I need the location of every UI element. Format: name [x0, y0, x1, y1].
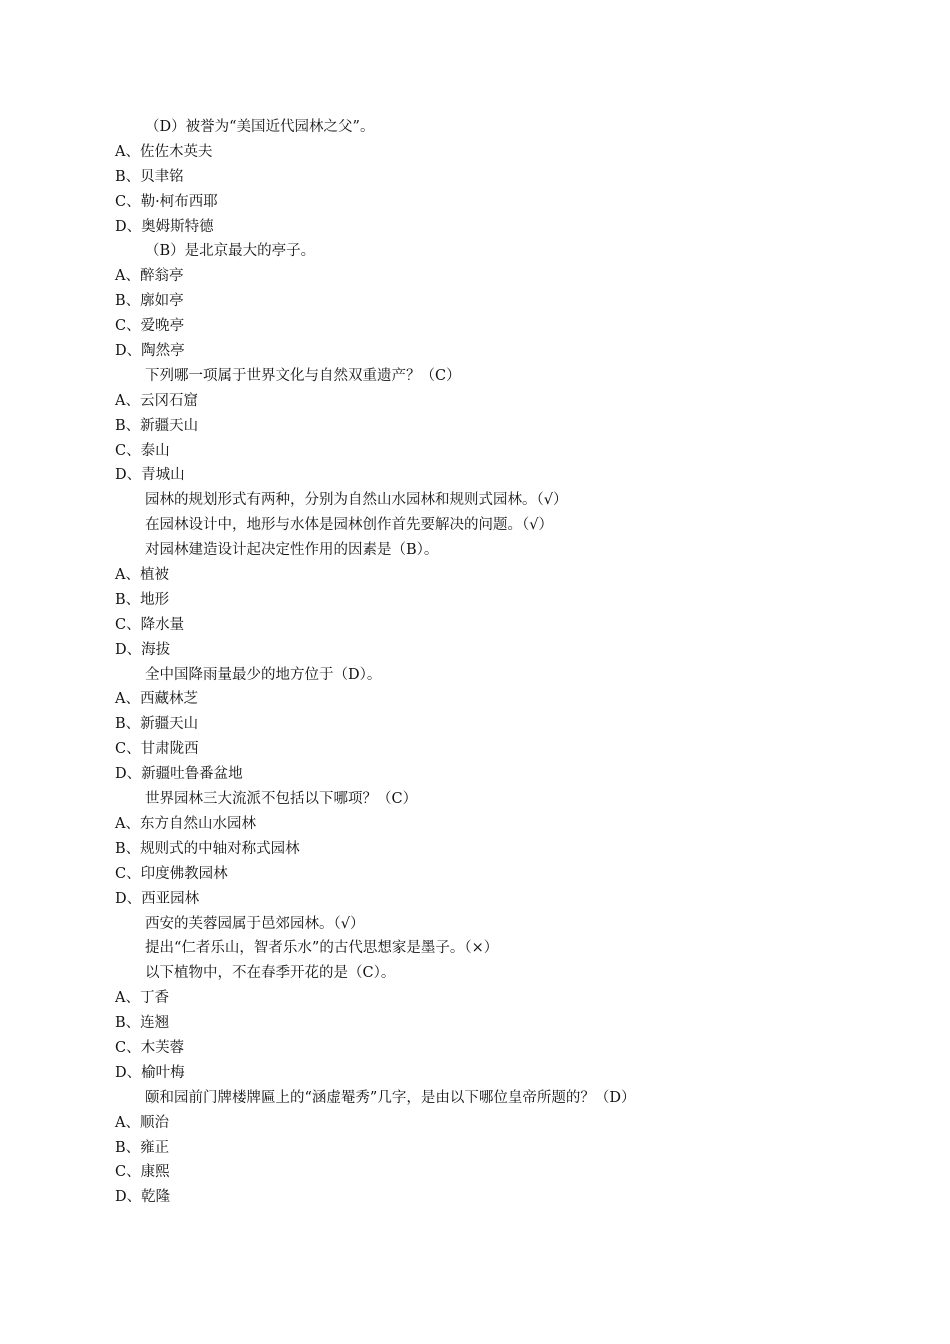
option-line: A、醉翁亭 — [115, 268, 184, 285]
option-line: C、勒·柯布西耶 — [115, 193, 218, 210]
question-line: 以下植物中，不在春季开花的是（C）。 — [145, 965, 396, 982]
option-line: C、印度佛教园林 — [115, 865, 228, 882]
option-line: A、佐佐木英夫 — [115, 143, 213, 160]
option-line: B、雍正 — [115, 1139, 170, 1156]
option-line: B、廓如亭 — [115, 293, 184, 310]
document-body — [115, 115, 835, 1210]
option-line: B、地形 — [115, 591, 170, 608]
option-line: D、西亚园林 — [115, 890, 200, 907]
option-line: A、丁香 — [115, 990, 169, 1007]
option-line: D、青城山 — [115, 467, 185, 484]
option-line: C、甘肃陇西 — [115, 741, 199, 758]
option-line: A、植被 — [115, 567, 169, 584]
question-line: 颐和园前门牌楼牌匾上的“涵虚罨秀”几字，是由以下哪位皇帝所题的？（D） — [145, 1089, 636, 1106]
option-line: B、新疆天山 — [115, 716, 199, 733]
question-line: 对园林建造设计起决定性作用的因素是（B）。 — [145, 542, 439, 559]
question-line: 世界园林三大流派不包括以下哪项？（C） — [145, 791, 418, 808]
option-line: D、榆叶梅 — [115, 1064, 185, 1081]
option-line: D、陶然亭 — [115, 343, 185, 360]
option-line: D、新疆吐鲁番盆地 — [115, 766, 243, 783]
option-line: C、泰山 — [115, 442, 170, 459]
option-line: C、爱晚亭 — [115, 318, 185, 335]
option-line: D、乾隆 — [115, 1189, 171, 1206]
option-line: A、云冈石窟 — [115, 392, 198, 409]
option-line: D、奥姆斯特德 — [115, 218, 214, 235]
option-line: C、木芙蓉 — [115, 1039, 185, 1056]
question-line: （B）是北京最大的亭子。 — [145, 243, 316, 260]
option-line: B、贝聿铭 — [115, 168, 184, 185]
question-line: 全中国降雨量最少的地方位于（D）。 — [145, 666, 382, 683]
question-line: 西安的芙蓉园属于邑郊园林。（√） — [145, 915, 365, 932]
option-line: B、新疆天山 — [115, 417, 199, 434]
option-line: D、海拔 — [115, 641, 171, 658]
option-line: A、西藏林芝 — [115, 691, 198, 708]
question-line: 在园林设计中，地形与水体是园林创作首先要解决的问题。（√） — [145, 517, 553, 534]
option-line: B、规则式的中轴对称式园林 — [115, 840, 300, 857]
question-line: （D）被誉为“美国近代园林之父”。 — [145, 119, 375, 135]
question-line: 园林的规划形式有两种，分别为自然山水园林和规则式园林。（√） — [145, 492, 568, 509]
option-line: A、顺治 — [115, 1114, 169, 1131]
option-line: C、康熙 — [115, 1164, 170, 1181]
question-line: 下列哪一项属于世界文化与自然双重遗产？（C） — [145, 367, 461, 384]
option-line: B、连翘 — [115, 1015, 170, 1032]
question-line: 提出“仁者乐山，智者乐水”的古代思想家是墨子。（×） — [145, 940, 499, 957]
option-line: C、降水量 — [115, 616, 185, 633]
option-line: A、东方自然山水园林 — [115, 815, 256, 832]
